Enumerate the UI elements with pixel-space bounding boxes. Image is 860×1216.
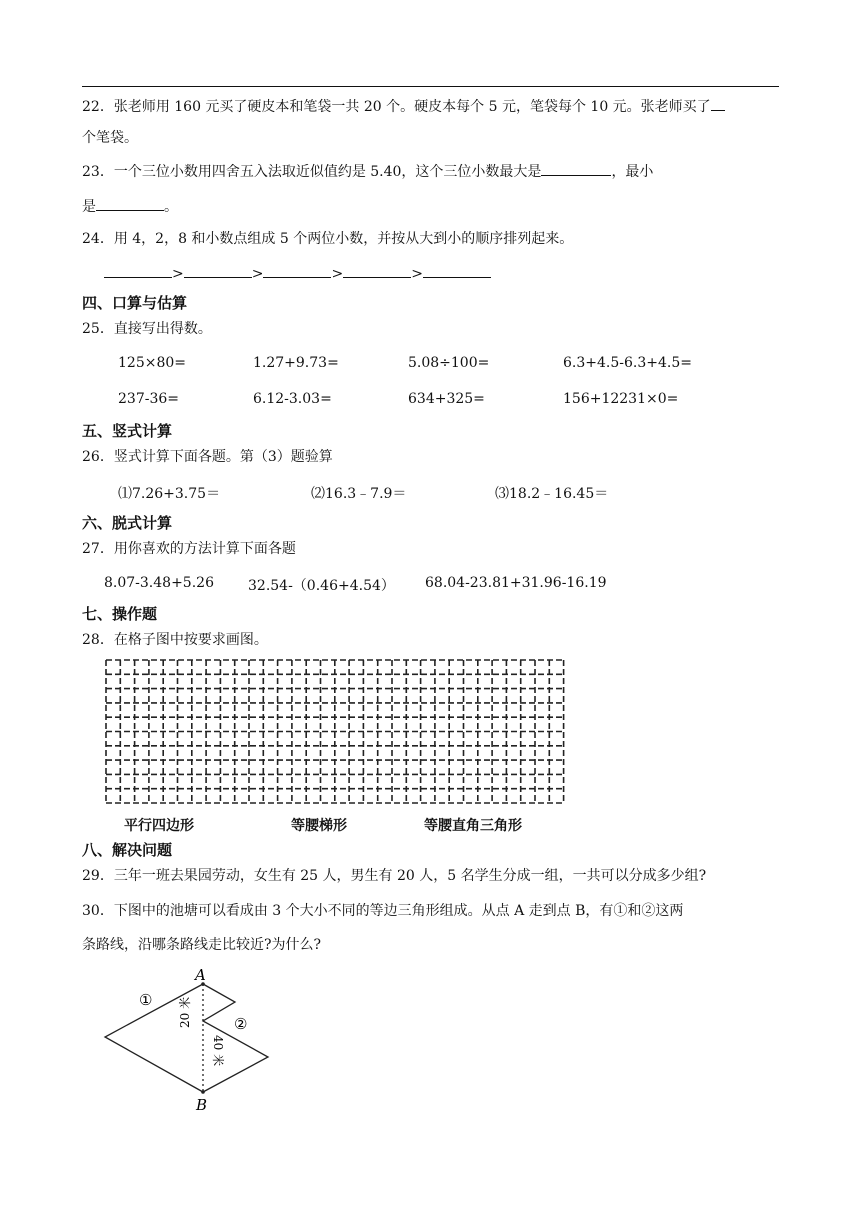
q23-min-blank[interactable] xyxy=(96,196,164,211)
q22-answer-blank[interactable] xyxy=(711,96,725,111)
q23-max-blank[interactable] xyxy=(541,161,611,176)
q23-text-min: ，最小 xyxy=(611,164,654,180)
q25-item: 6.12-3.03= xyxy=(253,391,332,407)
grid-label-parallelogram: 平行四边形 xyxy=(124,818,194,834)
q27-item: 8.07-3.48+5.26 xyxy=(104,575,214,591)
q24-blank-1[interactable] xyxy=(104,263,172,278)
route-1-label: ① xyxy=(139,991,153,1009)
section-8-heading: 八、解决问题 xyxy=(82,841,173,859)
point-b-dot xyxy=(201,1090,205,1094)
q24-blank-5[interactable] xyxy=(423,263,491,278)
length-40m-label: 40 米 xyxy=(211,1035,225,1067)
q24-blank-3[interactable] xyxy=(263,263,331,278)
point-b-label: B xyxy=(196,1096,208,1114)
q26-item: ⑵16.3﹣7.9＝ xyxy=(311,486,407,502)
q30-line2: 条路线，沿哪条路线走比较近?为什么? xyxy=(82,937,322,953)
q24-order-row xyxy=(104,263,491,284)
q29-text: 29．三年一班去果园劳动，女生有 25 人，男生有 20 人，5 名学生分成一组，一共可以分成多少组? xyxy=(82,868,707,884)
q22-line2: 个笔袋。 xyxy=(82,130,138,146)
drawing-grid[interactable] xyxy=(100,656,570,806)
q23-text: 23．一个三位小数用四舍五入法取近似值约是 5.40，这个三位小数最大是 xyxy=(82,164,542,180)
q26-text: 26．竖式计算下面各题。第（3）题验算 xyxy=(82,449,333,465)
q27-item: 32.54-（0.46+4.54） xyxy=(248,578,395,594)
q24-gt: > xyxy=(331,266,344,282)
q25-item: 1.27+9.73= xyxy=(253,355,339,371)
q24-blank-2[interactable] xyxy=(184,263,252,278)
q22-text: 22．张老师用 160 元买了硬皮本和笔袋一共 20 个。硬皮本每个 5 元，笔袋每个 10 元。张老师买了 xyxy=(82,99,711,115)
q24-gt: > xyxy=(251,266,264,282)
q23-line2 xyxy=(82,196,178,217)
q25-item: 5.08÷100= xyxy=(408,355,490,371)
q24-gt: > xyxy=(411,266,423,282)
section-5-heading: 五、竖式计算 xyxy=(82,422,173,440)
grid-label-isosceles-right-triangle: 等腰直角三角形 xyxy=(424,818,522,834)
q23-text-is: 是 xyxy=(82,199,96,215)
q27-item: 68.04-23.81+31.96-16.19 xyxy=(425,575,607,591)
q27-text: 27．用你喜欢的方法计算下面各题 xyxy=(82,541,296,557)
q25-item: 125×80= xyxy=(118,355,186,371)
section-7-heading: 七、操作题 xyxy=(82,605,158,623)
route-2-label: ② xyxy=(234,1015,248,1033)
q28-text: 28．在格子图中按要求画图。 xyxy=(82,632,268,648)
q25-item: 156+12231×0= xyxy=(563,391,679,407)
q25-item: 237-36= xyxy=(118,391,179,407)
point-a-label: A xyxy=(195,966,206,984)
q25-item: 634+325= xyxy=(408,391,485,407)
section-4-heading: 四、口算与估算 xyxy=(82,294,188,312)
q25-text: 25．直接写出得数。 xyxy=(82,321,212,337)
q24-blank-4[interactable] xyxy=(343,263,411,278)
q24-text: 24．用 4，2，8 和小数点组成 5 个两位小数，并按从大到小的顺序排列起来。 xyxy=(82,231,574,247)
length-20m-label: 20 米 xyxy=(178,996,192,1028)
q25-item: 6.3+4.5-6.3+4.5= xyxy=(563,355,692,371)
q30-line1: 30．下图中的池塘可以看成由 3 个大小不同的等边三角形组成。从点 A 走到点 B，有①和②这两 xyxy=(82,903,684,919)
q26-item: ⑶18.2﹣16.45＝ xyxy=(495,486,609,502)
q23-line1 xyxy=(82,161,653,182)
top-rule xyxy=(82,86,779,87)
q22-line1 xyxy=(82,96,725,117)
q24-gt: > xyxy=(172,266,184,282)
grid-label-isosceles-trapezoid: 等腰梯形 xyxy=(291,818,347,834)
section-6-heading: 六、脱式计算 xyxy=(82,514,173,532)
q26-item: ⑴7.26+3.75＝ xyxy=(118,486,221,502)
q23-text-end: 。 xyxy=(164,199,178,215)
pond-figure xyxy=(100,965,280,1115)
